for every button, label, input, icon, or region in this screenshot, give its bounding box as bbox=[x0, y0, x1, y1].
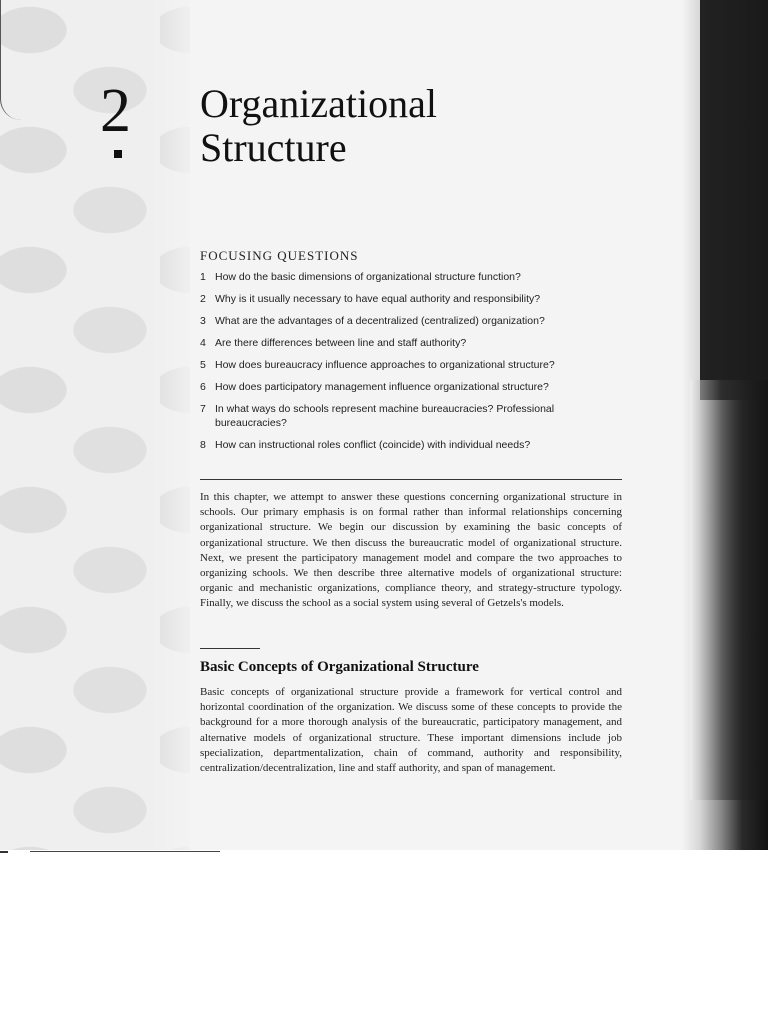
question-item bbox=[200, 438, 620, 452]
question-text: Why is it usually necessary to have equal authority and responsibility? bbox=[215, 293, 541, 305]
section-body: Basic concepts of organizational structure provide a framework for vertical control and horizontal coordination of the organization. We discuss some of these concepts to provide the background for a more thorough analysis of the bureaucratic, participatory management, and alternative models of organizational structure. These important dimensions include job specialization, departmentalization, chain of command, authority and responsibility, centralization/decentralization, line and staff authority, and span of management. bbox=[200, 686, 622, 775]
pattern-fade bbox=[150, 0, 200, 850]
question-number: 8 bbox=[200, 439, 206, 451]
binding-shadow-dark bbox=[700, 0, 768, 400]
question-item bbox=[200, 380, 620, 394]
chapter-number: 2 bbox=[100, 77, 131, 145]
focusing-questions-heading: FOCUSING QUESTIONS bbox=[200, 248, 359, 263]
question-number: 2 bbox=[200, 293, 206, 305]
section-heading: Basic Concepts of Organizational Structure bbox=[200, 659, 479, 675]
question-item bbox=[200, 292, 620, 306]
question-number: 7 bbox=[200, 403, 206, 415]
question-number: 3 bbox=[200, 315, 206, 327]
question-number: 1 bbox=[200, 271, 206, 283]
edge-mark bbox=[0, 851, 8, 853]
chapter-title-line2: Structure bbox=[200, 125, 347, 170]
short-divider bbox=[200, 648, 260, 649]
intro-paragraph: In this chapter, we attempt to answer these questions concerning organizational structure in schools. Our primary emphasis is on formal rather than informal relationships concerning organizational structure. We begin our discussion by examining the basic concepts of organizational structure. We then discuss the bureaucratic model of organizational structure. Next, we present the participatory management model and compare the two approaches to organizing schools. We then describe three alternative models of organizational structure: organic and mechanistic organizations, compliance theory, and strategy-structure typology. Finally, we discuss the school as a social system using several of Getzels's models. bbox=[200, 491, 622, 610]
question-item bbox=[200, 402, 620, 430]
question-text: Are there differences between line and staff authority? bbox=[215, 337, 467, 349]
question-text: How does bureaucracy influence approaches to organizational structure? bbox=[215, 359, 555, 371]
question-text: In what ways do schools represent machine bureaucracies? Professional bureaucracies? bbox=[215, 403, 555, 429]
question-item bbox=[200, 314, 620, 328]
question-item bbox=[200, 358, 620, 372]
question-number: 5 bbox=[200, 359, 206, 371]
question-text: How can instructional roles conflict (coincide) with individual needs? bbox=[215, 439, 531, 451]
focusing-questions-list bbox=[200, 270, 620, 460]
question-number: 4 bbox=[200, 337, 206, 349]
page-bottom-edge bbox=[30, 851, 220, 852]
question-text: How does participatory management influence organizational structure? bbox=[215, 381, 549, 393]
question-number: 6 bbox=[200, 381, 206, 393]
binding-shadow-fade bbox=[690, 380, 768, 800]
question-text: What are the advantages of a decentralized (centralized) organization? bbox=[215, 315, 545, 327]
chapter-bullet bbox=[114, 150, 122, 158]
question-item bbox=[200, 336, 620, 350]
question-item bbox=[200, 270, 620, 284]
page-curl-line bbox=[0, 0, 21, 120]
chapter-title-line1: Organizational bbox=[200, 81, 437, 126]
question-text: How do the basic dimensions of organizational structure function? bbox=[215, 271, 521, 283]
chapter-title bbox=[200, 82, 437, 170]
section-divider bbox=[200, 479, 622, 480]
